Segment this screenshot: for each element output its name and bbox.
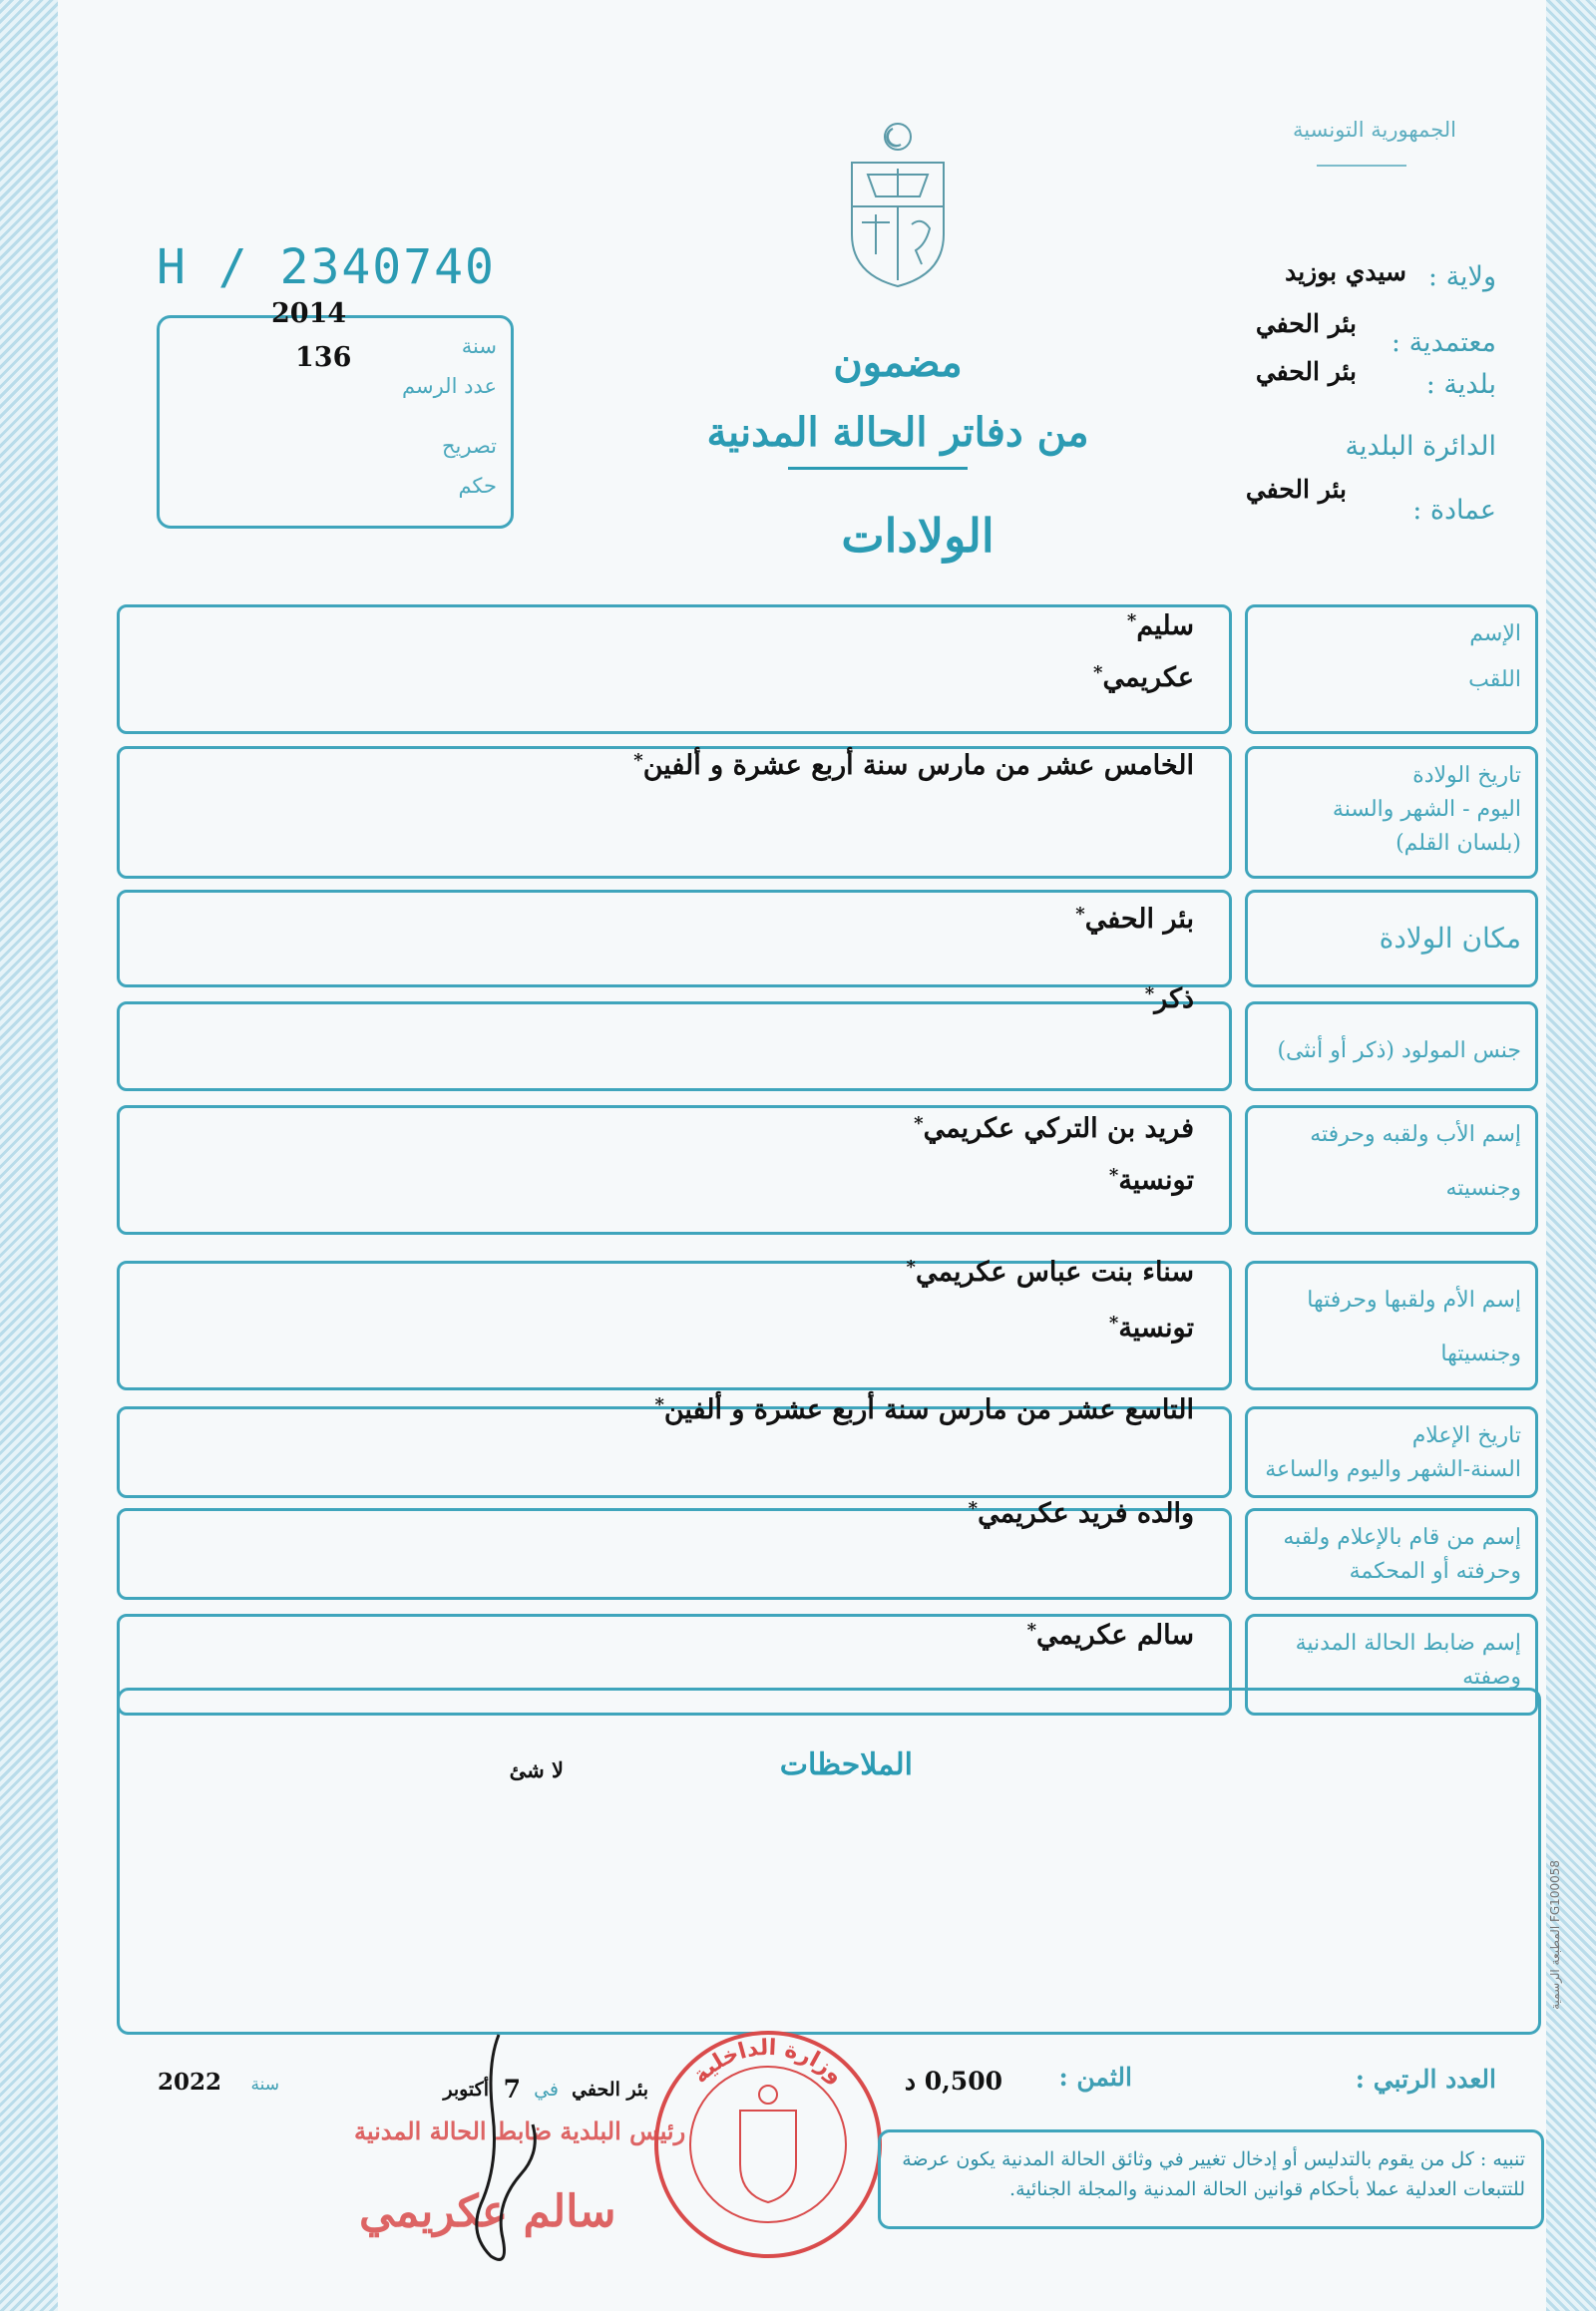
mother-name-value: سناء بنت عباس عكريمي* bbox=[906, 1257, 1194, 1288]
officer-sublabel: وصفته bbox=[1462, 1665, 1521, 1691]
judgment-label: حكم bbox=[458, 474, 497, 498]
title-underline bbox=[788, 467, 968, 470]
mother-label-box bbox=[1245, 1261, 1538, 1390]
officer-label: إسم ضابط الحالة المدنية bbox=[1295, 1631, 1521, 1656]
notes-box bbox=[117, 1688, 1541, 2035]
birth-place-value: بئر الحفي* bbox=[1075, 904, 1194, 935]
ordinal-number-label: العدد الرتبي : bbox=[1355, 2065, 1496, 2094]
governorate-value: سيدي بوزيد bbox=[1285, 257, 1406, 286]
title-civil-registers: من دفاتر الحالة المدنية bbox=[706, 409, 1089, 456]
father-nationality-value: تونسية* bbox=[1108, 1165, 1194, 1196]
issue-year: 2022 bbox=[158, 2069, 222, 2096]
serial-number: H / 2340740 bbox=[157, 239, 496, 295]
notes-value: لا شئ bbox=[509, 1757, 564, 1782]
declarant-value: والده فريد عكريمي* bbox=[968, 1498, 1194, 1529]
declaration-date-sublabel: السنة-الشهر واليوم والساعة bbox=[1265, 1457, 1521, 1483]
imada-value: بئر الحفي bbox=[1245, 475, 1347, 504]
officer-signature bbox=[429, 2025, 569, 2294]
legal-notice-box bbox=[878, 2129, 1544, 2229]
mayor-stamp-name: سالم عكريمي bbox=[359, 2186, 616, 2237]
birth-date-label-box bbox=[1245, 746, 1538, 879]
title-births: الولادات bbox=[841, 509, 995, 563]
mother-label: إسم الأم ولقبها وحرفتها bbox=[1307, 1288, 1521, 1313]
name-label-box bbox=[1245, 604, 1538, 734]
birth-date-value: الخامس عشر من مارس سنة أربع عشرة و ألفين* bbox=[633, 750, 1194, 781]
in-label: في bbox=[534, 2079, 559, 2101]
delegation-value: بئر الحفي bbox=[1255, 309, 1357, 338]
birth-place-label-box bbox=[1245, 890, 1538, 987]
declarant-label: إسم من قام بالإعلام ولقبه bbox=[1283, 1525, 1521, 1550]
declaration-date-label: تاريخ الإعلام bbox=[1411, 1423, 1521, 1448]
first-name-label: الإسم bbox=[1469, 621, 1521, 646]
legal-notice-line1: تنبيه : كل من يقوم بالتدليس أو إدخال تغيير في وثائق الحالة المدنية يكون عرضة bbox=[902, 2148, 1525, 2170]
declaration-date-label-box bbox=[1245, 1406, 1538, 1498]
year-value: 2014 bbox=[271, 298, 347, 329]
record-number-label: عدد الرسم bbox=[402, 374, 497, 398]
declaration-label: تصريح bbox=[441, 434, 497, 458]
mother-nationality-value: تونسية* bbox=[1108, 1313, 1194, 1344]
declarant-label-box bbox=[1245, 1508, 1538, 1600]
coat-of-arms-emblem bbox=[838, 115, 958, 294]
officer-value: سالم عكريمي* bbox=[1026, 1620, 1194, 1651]
year-footer-label: سنة bbox=[250, 2075, 279, 2095]
imada-label: عمادة : bbox=[1412, 495, 1496, 526]
municipality-label: بلدية : bbox=[1425, 369, 1496, 400]
record-number-value: 136 bbox=[295, 342, 352, 373]
header-divider bbox=[1317, 165, 1406, 167]
name-value-box bbox=[117, 604, 1232, 734]
sex-value: ذكر* bbox=[1144, 983, 1194, 1014]
father-nationality-label: وجنسيته bbox=[1445, 1176, 1521, 1202]
issue-place: بئر الحفي bbox=[572, 2079, 648, 2101]
mayor-stamp-title: رئيس البلدية ضابط الحالة المدنية bbox=[354, 2117, 686, 2145]
legal-notice-line2: للتتبعات العدلية عملا بأحكام قوانين الحالة المدنية والمجلة الجنائية. bbox=[1009, 2178, 1525, 2201]
year-label: سنة bbox=[461, 334, 497, 358]
notes-label: الملاحظات bbox=[779, 1747, 913, 1782]
birth-date-label: تاريخ الولادة bbox=[1412, 763, 1521, 788]
sex-label-box bbox=[1245, 1001, 1538, 1091]
municipal-district-label: الدائرة البلدية bbox=[1345, 431, 1496, 462]
declarant-sublabel: وحرفته أو المحكمة bbox=[1349, 1559, 1521, 1585]
father-name-value: فريد بن التركي عكريمي* bbox=[914, 1113, 1194, 1144]
surname-value: عكريمي* bbox=[1093, 662, 1194, 693]
father-label: إسم الأب ولقبه وحرفته bbox=[1310, 1122, 1521, 1147]
surname-label: اللقب bbox=[1468, 667, 1521, 693]
printer-mark: المطبعة الرسمية FG100058 bbox=[1548, 1860, 1562, 2010]
price-label: الثمن : bbox=[1058, 2063, 1132, 2092]
birth-date-sublabel: اليوم - الشهر والسنة bbox=[1332, 797, 1521, 823]
issue-month: أكتوبر bbox=[443, 2079, 489, 2101]
governorate-label: ولاية : bbox=[1427, 261, 1496, 292]
title-excerpt: مضمون bbox=[833, 339, 963, 386]
left-security-border bbox=[0, 0, 58, 2311]
sex-label: جنس المولود (ذكر أو أنثى) bbox=[1277, 1038, 1521, 1063]
father-label-box bbox=[1245, 1105, 1538, 1235]
seal-text: وزارة الداخلية bbox=[687, 2035, 849, 2089]
birth-place-value-box bbox=[117, 890, 1232, 987]
municipality-value: بئر الحفي bbox=[1255, 357, 1357, 386]
issue-day: 7 bbox=[503, 2075, 521, 2104]
republic-header: الجمهورية التونسية bbox=[1293, 118, 1456, 142]
price-value: 0,500 د bbox=[904, 2067, 1002, 2096]
mother-nationality-label: وجنسيتها bbox=[1440, 1342, 1521, 1367]
delegation-label: معتمدية : bbox=[1391, 327, 1496, 358]
registration-box bbox=[157, 298, 514, 529]
birth-place-label: مكان الولادة bbox=[1379, 922, 1521, 955]
declaration-date-value: التاسع عشر من مارس سنة أربع عشرة و ألفين* bbox=[654, 1394, 1194, 1425]
sex-value-box bbox=[117, 1001, 1232, 1091]
first-name-value: سليم* bbox=[1126, 610, 1194, 641]
birth-date-words-label: (بلسان القلم) bbox=[1396, 831, 1521, 857]
